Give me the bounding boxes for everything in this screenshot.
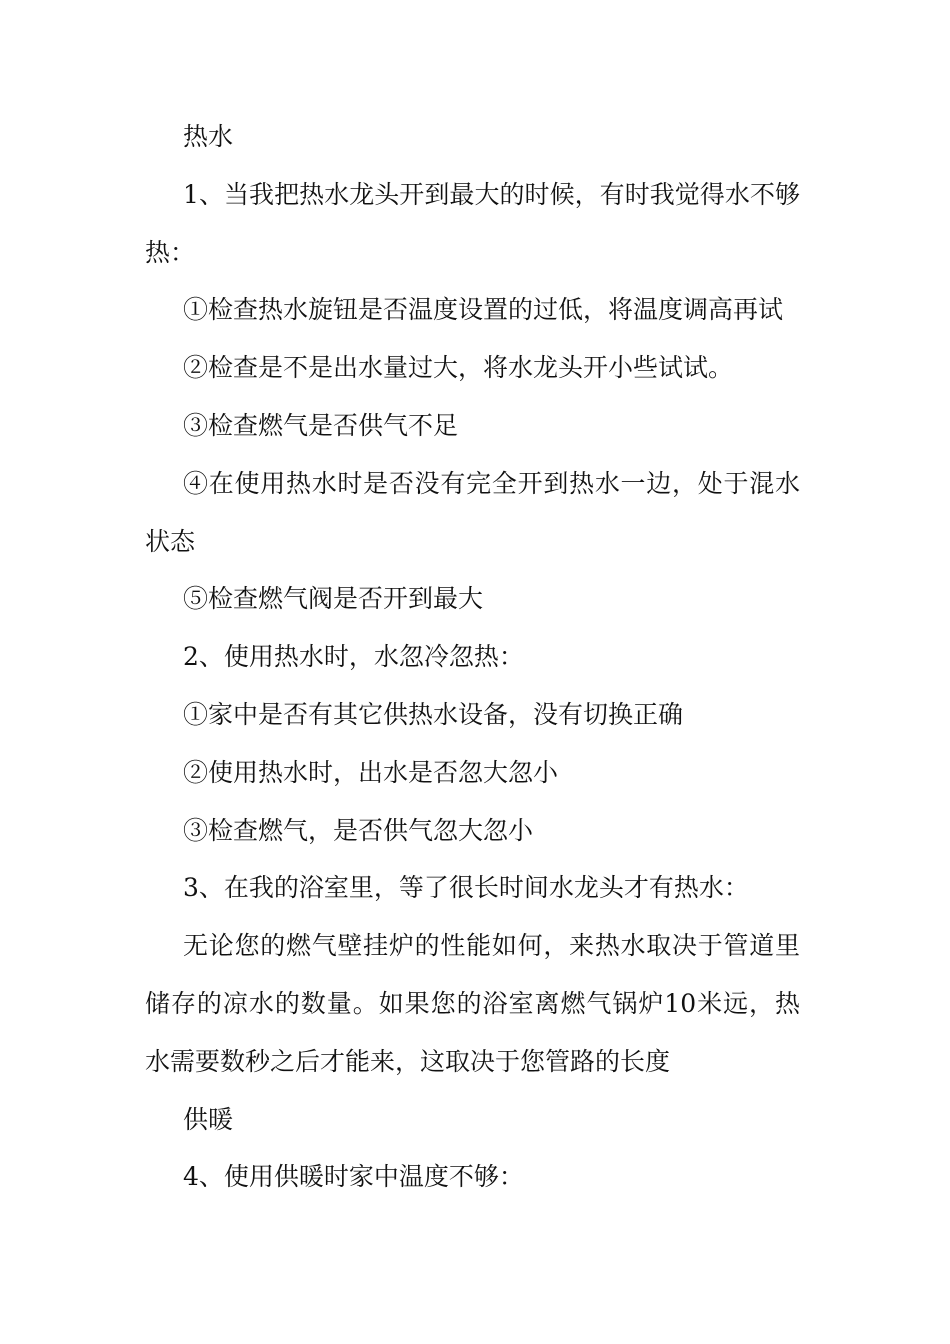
question-2: 2、使用热水时，水忽冷忽热： [183, 642, 524, 672]
answer-3: 无论您的燃气壁挂炉的性能如何，来热水取决于管道里储存的凉水的数量。如果您的浴室离燃气锅炉10米远，热水需要数秒之后才能来，这取决于您管路的长度 [145, 931, 800, 1076]
section-heading-heating: 供暖 [183, 1104, 234, 1134]
section-heading-hot-water: 热水 [183, 122, 234, 151]
answer-1-item-1: ①检查热水旋钮是否温度设置的过低，将温度调高再试 [183, 295, 784, 325]
answer-2-item-1: ①家中是否有其它供热水设备，没有切换正确 [183, 699, 684, 729]
answer-1-item-5: ⑤检查燃气阀是否开到最大 [183, 584, 484, 614]
document-body [145, 108, 800, 1206]
question-4: 4、使用供暖时家中温度不够： [183, 1162, 524, 1192]
answer-2-item-3: ③检查燃气，是否供气忽大忽小 [183, 815, 534, 845]
question-1: 1、当我把热水龙头开到最大的时候，有时我觉得水不够热： [145, 179, 800, 267]
question-3: 3、在我的浴室里，等了很长时间水龙头才有热水： [183, 873, 749, 903]
answer-1-item-3: ③检查燃气是否供气不足 [183, 410, 459, 440]
answer-1-item-2: ②检查是不是出水量过大，将水龙头开小些试试。 [183, 353, 734, 383]
answer-1-item-4: ④在使用热水时是否没有完全开到热水一边，处于混水状态 [145, 468, 800, 556]
answer-2-item-2: ②使用热水时，出水是否忽大忽小 [183, 757, 559, 787]
